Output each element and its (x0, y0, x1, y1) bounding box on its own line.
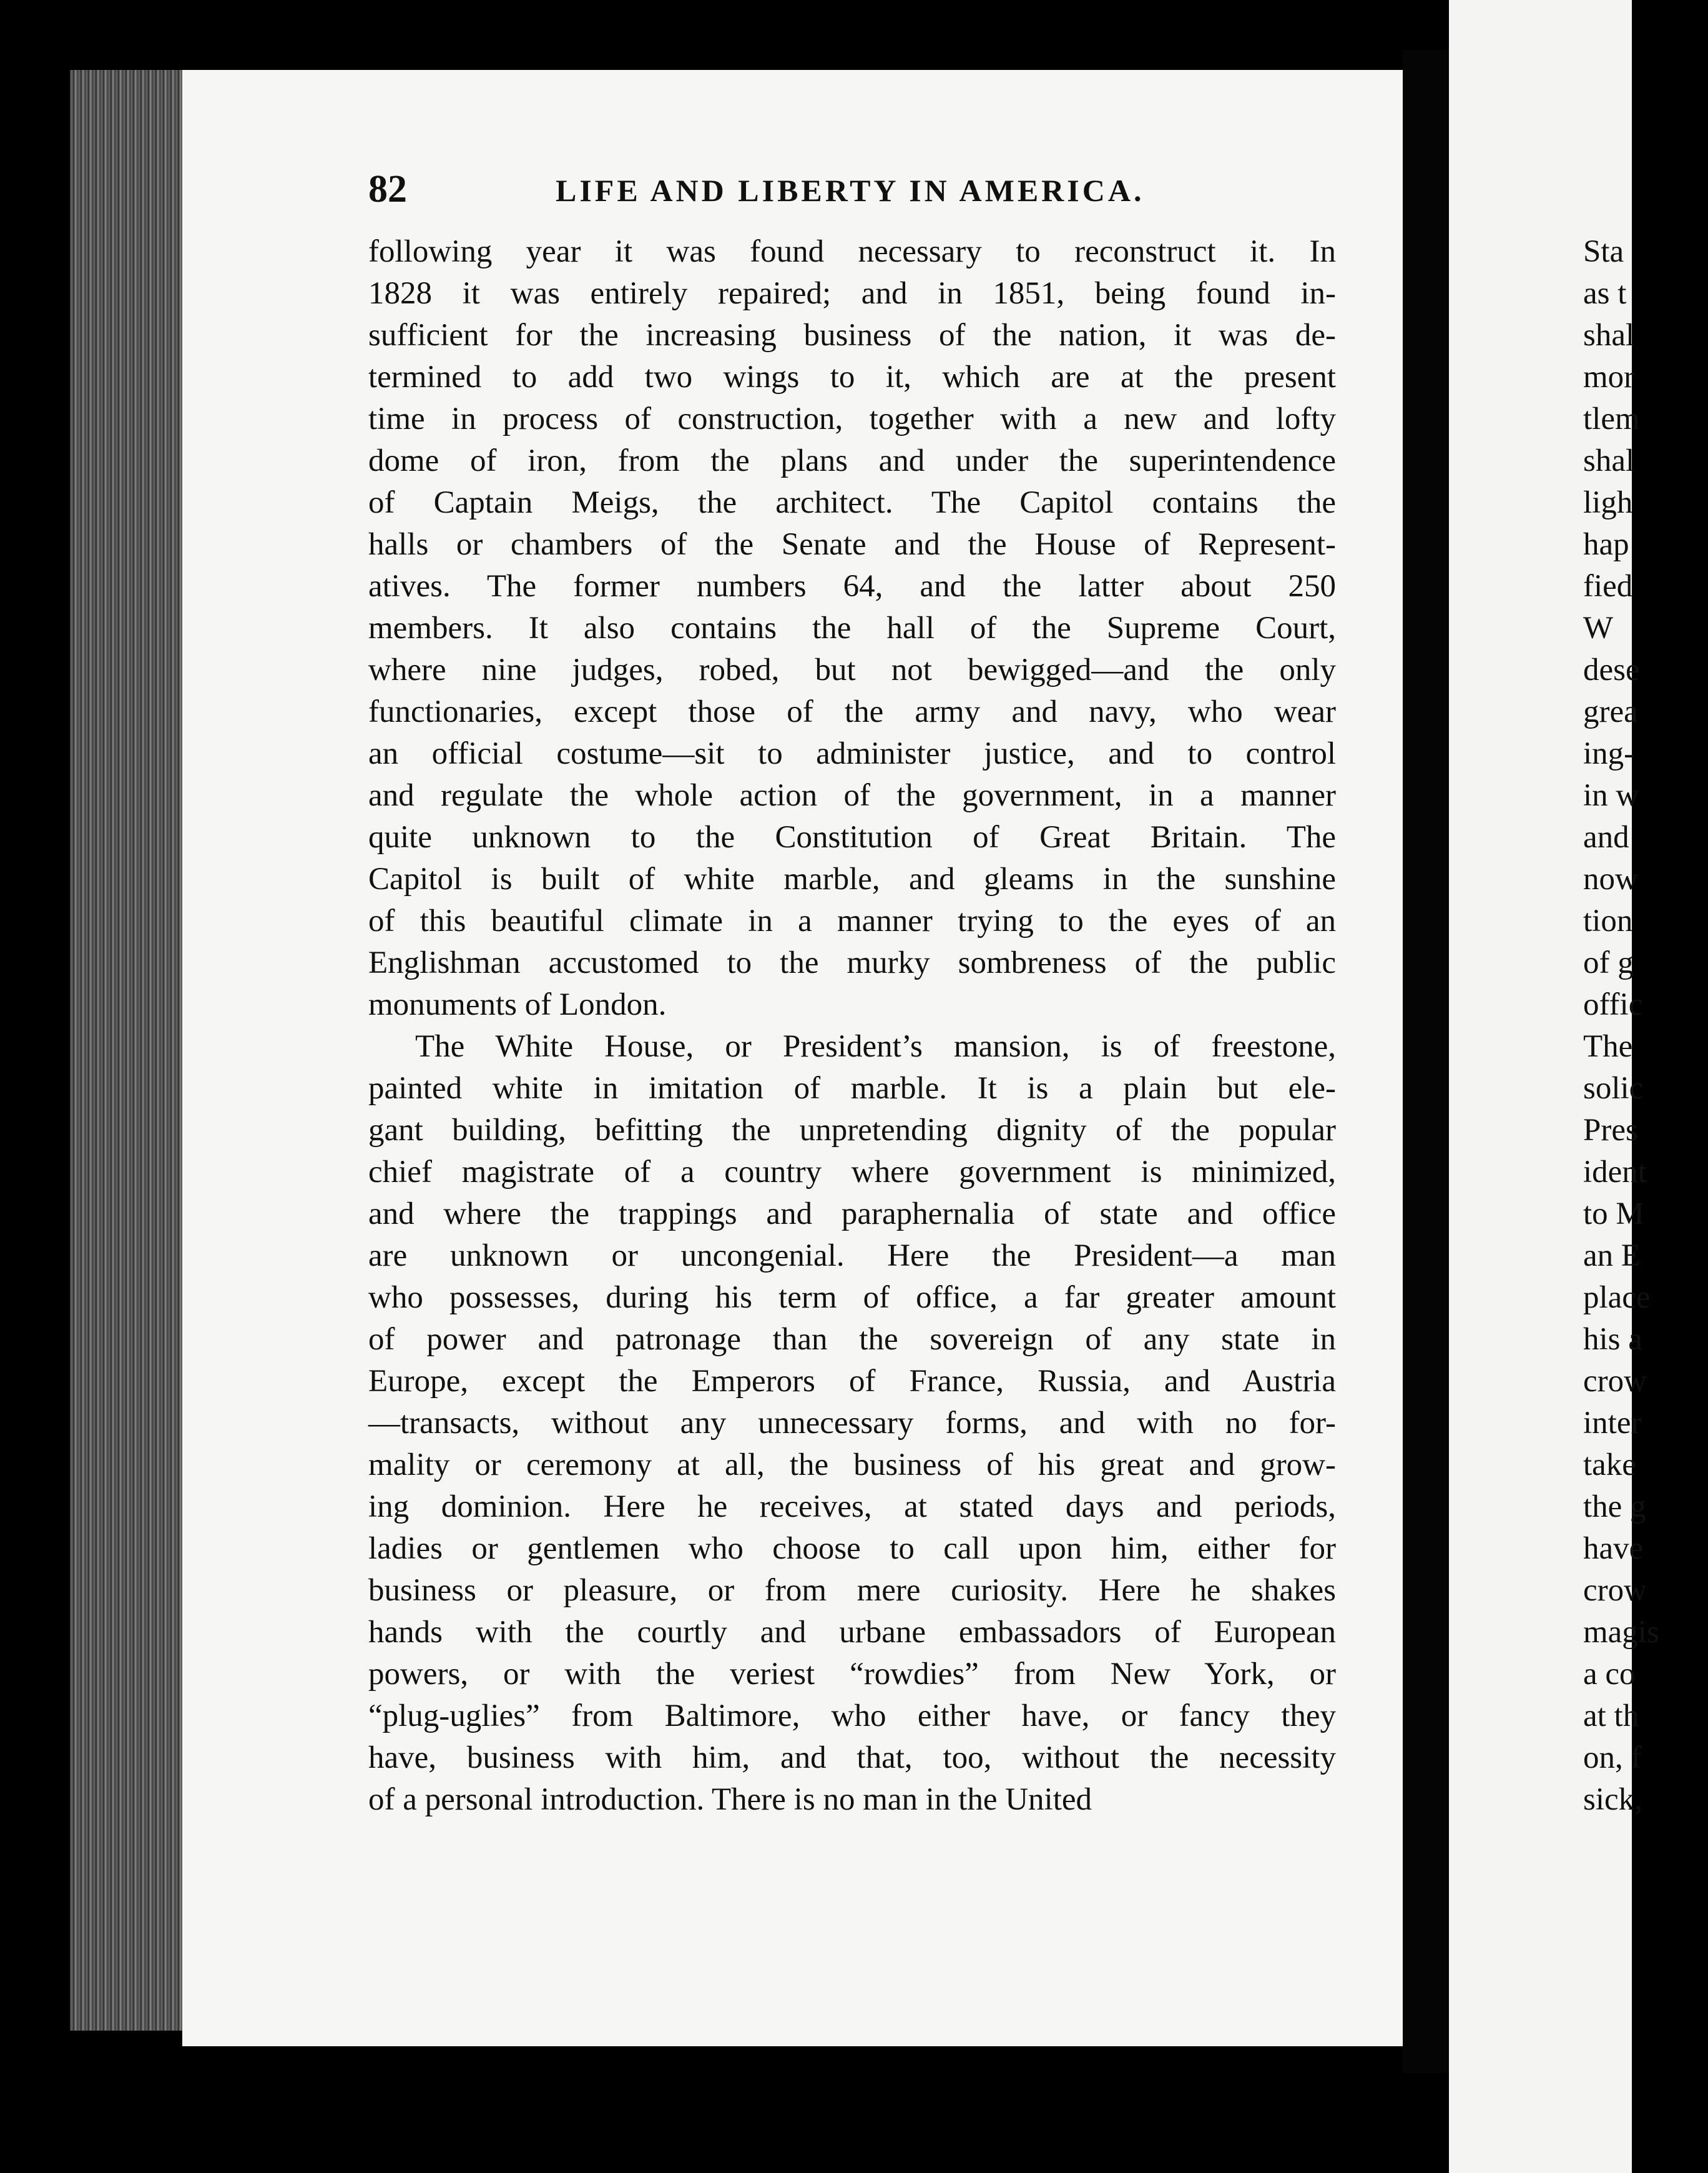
facing-text-fragment: dese (1583, 653, 1640, 687)
text-line: atives. The former numbers 64, and the latter about 250 (368, 569, 1336, 604)
facing-text-fragment: inter (1583, 1406, 1642, 1441)
text-line: monuments of London. (368, 987, 667, 1022)
facing-text-fragment: a co (1583, 1657, 1636, 1692)
facing-text-fragment: mor (1583, 360, 1635, 395)
facing-text-fragment: tion (1583, 904, 1633, 939)
text-line: ing dominion. Here he receives, at stated days and periods, (368, 1489, 1336, 1524)
facing-text-fragment: ligh (1583, 485, 1633, 520)
facing-text-fragment: crow (1583, 1573, 1647, 1608)
text-line: an official costume—sit to administer justice, and to control (368, 736, 1336, 771)
text-line: time in process of construction, together with a new and lofty (368, 402, 1336, 436)
facing-text-fragment: the g (1583, 1489, 1646, 1524)
text-line: mality or ceremony at all, the business of his great and grow- (368, 1447, 1336, 1482)
facing-text-fragment: Pres (1583, 1113, 1638, 1148)
page-number: 82 (368, 168, 407, 210)
text-line: “plug-uglies” from Baltimore, who either have, or fancy they (368, 1698, 1336, 1733)
facing-text-fragment: on, f (1583, 1740, 1642, 1775)
facing-text-fragment: tlem (1583, 402, 1640, 436)
text-line: halls or chambers of the Senate and the House of Represent- (368, 527, 1336, 562)
facing-text-fragment: sick, (1583, 1782, 1642, 1817)
facing-text-fragment: shal (1583, 443, 1635, 478)
text-line: quite unknown to the Constitution of Great Britain. The (368, 820, 1336, 855)
facing-text-fragment: fied (1583, 569, 1633, 604)
facing-text-fragment: in w (1583, 778, 1639, 813)
facing-text-fragment: of g (1583, 945, 1634, 980)
text-line: gant building, befitting the unpretending dignity of the popular (368, 1113, 1336, 1148)
facing-text-fragment: his a (1583, 1322, 1642, 1357)
facing-text-fragment: at th (1583, 1698, 1639, 1733)
text-line: sufficient for the increasing business of the nation, it was de- (368, 318, 1336, 353)
text-line: are unknown or uncongenial. Here the President—a man (368, 1238, 1336, 1273)
text-line: business or pleasure, or from mere curiosity. Here he shakes (368, 1573, 1336, 1608)
facing-text-fragment: crow (1583, 1364, 1647, 1399)
facing-text-fragment: have (1583, 1531, 1644, 1566)
text-line: functionaries, except those of the army and navy, who wear (368, 694, 1336, 729)
facing-text-fragment: place (1583, 1280, 1651, 1315)
facing-text-fragment: W (1583, 611, 1614, 646)
text-line: 1828 it was entirely repaired; and in 1851, being found in- (368, 276, 1336, 311)
facing-text-fragment: solic (1583, 1071, 1644, 1106)
facing-text-fragment: magis (1583, 1615, 1659, 1650)
text-line: of a personal introduction. There is no man in the United (368, 1782, 1092, 1817)
text-line: painted white in imitation of marble. It is a plain but ele- (368, 1071, 1336, 1106)
text-line: following year it was found necessary to reconstruct it. In (368, 234, 1336, 269)
facing-text-fragment: ing- (1583, 736, 1635, 771)
text-line: and regulate the whole action of the government, in a manner (368, 778, 1336, 813)
text-line: chief magistrate of a country where government is minimized, (368, 1155, 1336, 1190)
text-line: have, business with him, and that, too, without the necessity (368, 1740, 1336, 1775)
text-line: Capitol is built of white marble, and gleams in the sunshine (368, 862, 1336, 897)
running-title: LIFE AND LIBERTY IN AMERICA. (556, 173, 1145, 208)
text-line: of power and patronage than the sovereign of any state in (368, 1322, 1336, 1357)
facing-text-fragment: take (1583, 1447, 1636, 1482)
text-line: hands with the courtly and urbane embassadors of European (368, 1615, 1336, 1650)
text-line: powers, or with the veriest “rowdies” from New York, or (368, 1657, 1336, 1692)
text-line: termined to add two wings to it, which are at the present (368, 360, 1336, 395)
text-line: dome of iron, from the plans and under the superintendence (368, 443, 1336, 478)
facing-text-fragment: as t (1583, 276, 1627, 311)
body-text (368, 231, 1336, 1821)
facing-text-fragment: Sta (1583, 234, 1624, 269)
facing-text-fragment: ident (1583, 1155, 1647, 1190)
facing-text-fragment: an E (1583, 1238, 1641, 1273)
facing-text-fragment: now (1583, 862, 1638, 897)
text-line: Europe, except the Emperors of France, Russia, and Austria (368, 1364, 1336, 1399)
facing-text-fragment: grea (1583, 694, 1638, 729)
text-line: where nine judges, robed, but not bewigged—and the only (368, 653, 1336, 687)
book-gutter (1403, 50, 1449, 2073)
text-line: of this beautiful climate in a manner trying to the eyes of an (368, 904, 1336, 939)
text-line: —transacts, without any unnecessary forms, and with no for- (368, 1406, 1336, 1441)
facing-text-fragment: and (1583, 820, 1629, 855)
facing-text-fragment: hap (1583, 527, 1629, 562)
text-line: and where the trappings and paraphernalia of state and office (368, 1196, 1336, 1231)
text-line: ladies or gentlemen who choose to call upon him, either for (368, 1531, 1336, 1566)
facing-text-fragment: offic (1583, 987, 1643, 1022)
facing-text-fragment: to M (1583, 1196, 1644, 1231)
text-line: Englishman accustomed to the murky sombreness of the public (368, 945, 1336, 980)
text-line: The White House, or President’s mansion, is of freestone, (415, 1029, 1336, 1064)
text-line: who possesses, during his term of office, a far greater amount (368, 1280, 1336, 1315)
facing-text-fragment: The (1583, 1029, 1633, 1064)
facing-page-text (1583, 231, 1708, 1821)
facing-text-fragment: shal (1583, 318, 1635, 353)
text-line: of Captain Meigs, the architect. The Capitol contains the (368, 485, 1336, 520)
book-page-edges (70, 70, 189, 2031)
page-header (368, 167, 1367, 211)
text-line: members. It also contains the hall of the Supreme Court, (368, 611, 1336, 646)
